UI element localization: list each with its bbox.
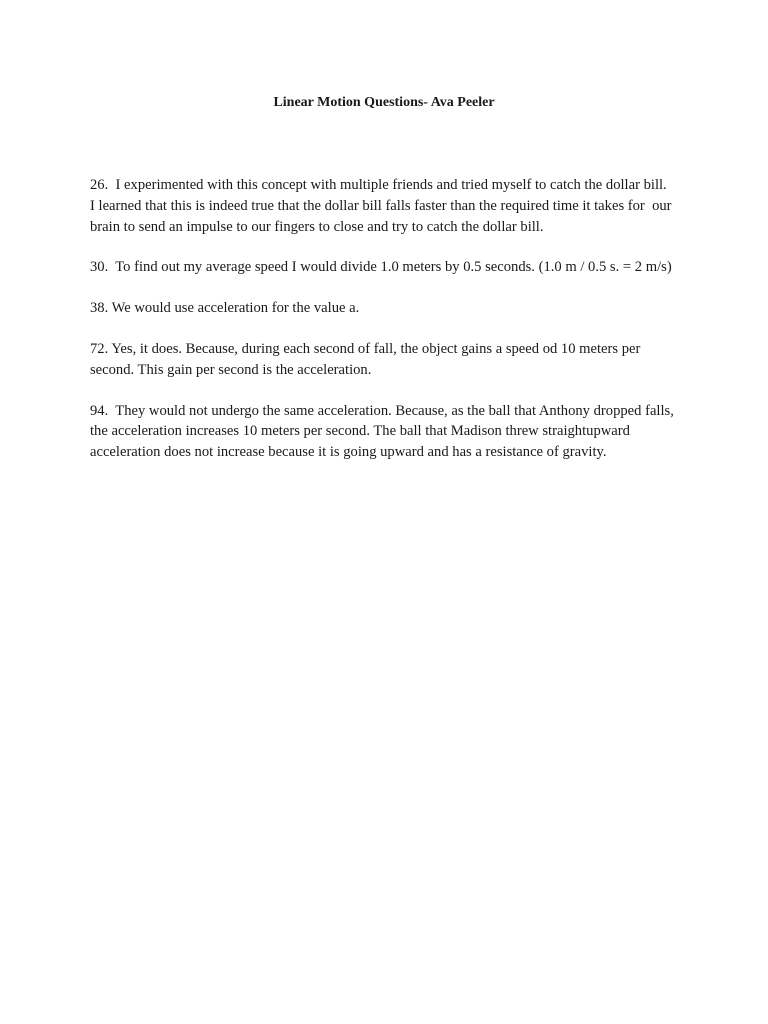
answers-list	[90, 175, 678, 483]
answer-paragraph: 72. Yes, it does. Because, during each second of fall, the object gains a speed od 10 meters per second. This gain per second is the acceleration.	[90, 340, 645, 378]
answer-paragraph: 26. I experimented with this concept with multiple friends and tried myself to catch the dollar bill. I learned that this is indeed true that the dollar bill falls faster than the required time it takes for our brain to send an impulse to our fingers to close and try to catch the dollar bill.	[90, 177, 676, 235]
document-title: Linear Motion Questions- Ava Peeler	[273, 95, 495, 110]
answer-paragraph: 94. They would not undergo the same acceleration. Because, as the ball that Anthony dropped falls, the acceleration increases 10 meters per second. The ball that Madison threw straightupward acceleration does not increase because it is going upward and has a resistance of gravity.	[90, 402, 678, 461]
answer-paragraph: 38. We would use acceleration for the value a.	[90, 300, 360, 317]
answer-paragraph: 30. To find out my average speed I would divide 1.0 meters by 0.5 seconds. (1.0 m / 0.5 s. = 2 m/s)	[90, 259, 672, 276]
